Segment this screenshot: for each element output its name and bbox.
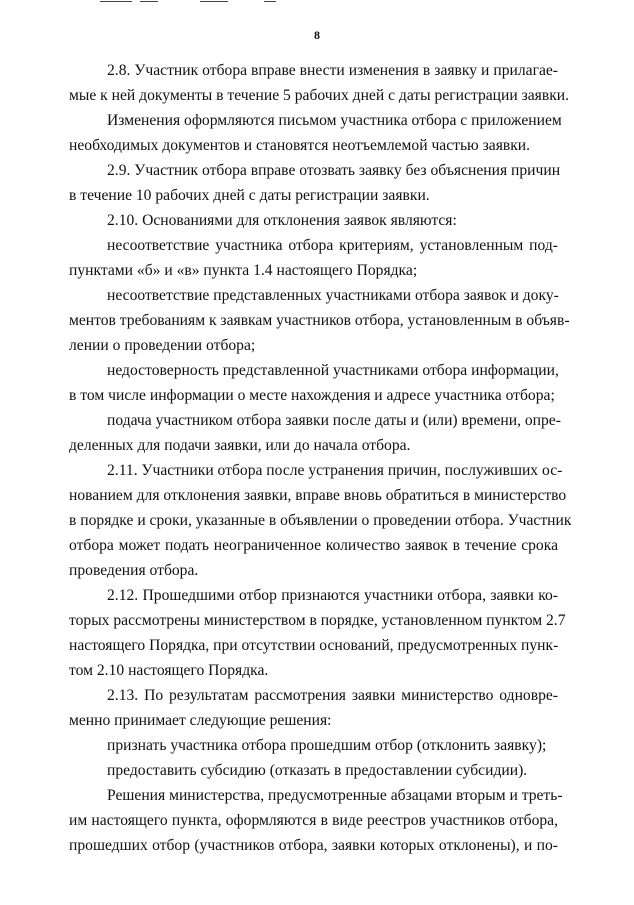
text-line: том 2.10 настоящего Порядка. — [69, 662, 269, 679]
text-line: признать участника отбора прошедшим отбор (отклонить заявку); — [107, 737, 547, 754]
text-line: в течение 10 рабочих дней с даты регистрации заявки. — [69, 187, 430, 204]
text-line: менно принимает следующие решения: — [69, 712, 332, 729]
text-line: в порядке и сроки, указанные в объявлении о проведении отбора. Участник — [69, 512, 572, 529]
text-line: ментов требованиям к заявкам участников отбора, установленным в объяв- — [69, 312, 570, 329]
text-line: в том числе информации о месте нахождения и адресе участника отбора; — [69, 387, 555, 404]
scan-artifact-mark — [264, 1, 276, 2]
text-line: отбора может подать неограниченное количество заявок в течение срока — [69, 537, 558, 554]
text-line: Решения министерства, предусмотренные абзацами вторым и треть- — [107, 787, 563, 804]
text-line: им настоящего пункта, оформляются в виде реестров участников отбора, — [69, 812, 558, 829]
text-line: необходимых документов и становятся неотъемлемой частью заявки. — [69, 137, 531, 154]
text-line: лении о проведении отбора; — [69, 337, 256, 354]
text-line: нованием для отклонения заявки, вправе вновь обратиться в министерство — [69, 487, 567, 504]
text-line: 2.8. Участник отбора вправе внести изменения в заявку и прилагае- — [107, 62, 558, 79]
page-number: 8 — [314, 28, 320, 42]
text-line: проведения отбора. — [69, 562, 199, 579]
text-line: несоответствие участника отбора критериям, установленным под- — [107, 237, 558, 254]
text-line: несоответствие представленных участниками отбора заявок и доку- — [107, 287, 559, 304]
text-line: недостоверность представленной участниками отбора информации, — [107, 362, 559, 379]
text-line: торых рассмотрены министерством в порядке, установленном пунктом 2.7 — [69, 612, 566, 629]
text-line: Изменения оформляются письмом участника отбора с приложением — [107, 112, 562, 129]
text-line: деленных для подачи заявки, или до начала отбора. — [69, 437, 411, 454]
text-line: 2.9. Участник отбора вправе отозвать заявку без объяснения причин — [107, 162, 561, 179]
text-line: 2.13. По результатам рассмотрения заявки министерство одновре- — [107, 687, 558, 704]
text-line: 2.11. Участники отбора после устранения причин, послуживших ос- — [107, 462, 563, 479]
text-line: подача участником отбора заявки после даты и (или) времени, опре- — [107, 412, 561, 429]
text-line: 2.10. Основаниями для отклонения заявок являются: — [107, 212, 457, 229]
text-line: прошедших отбор (участников отбора, заявки которых отклонены), и по- — [69, 837, 558, 854]
text-line: настоящего Порядка, при отсутствии оснований, предусмотренных пунк- — [69, 637, 559, 654]
text-line: пунктами «б» и «в» пункта 1.4 настоящего Порядка; — [69, 262, 418, 279]
text-line: предоставить субсидию (отказать в предоставлении субсидии). — [107, 762, 528, 779]
text-line: 2.12. Прошедшими отбор признаются участники отбора, заявки ко- — [107, 587, 558, 604]
scan-artifact-mark — [200, 1, 228, 2]
text-line: мые к ней документы в течение 5 рабочих дней с даты регистрации заявки. — [69, 87, 570, 104]
scan-artifact-mark — [100, 1, 132, 2]
scan-artifact-mark — [140, 1, 158, 2]
